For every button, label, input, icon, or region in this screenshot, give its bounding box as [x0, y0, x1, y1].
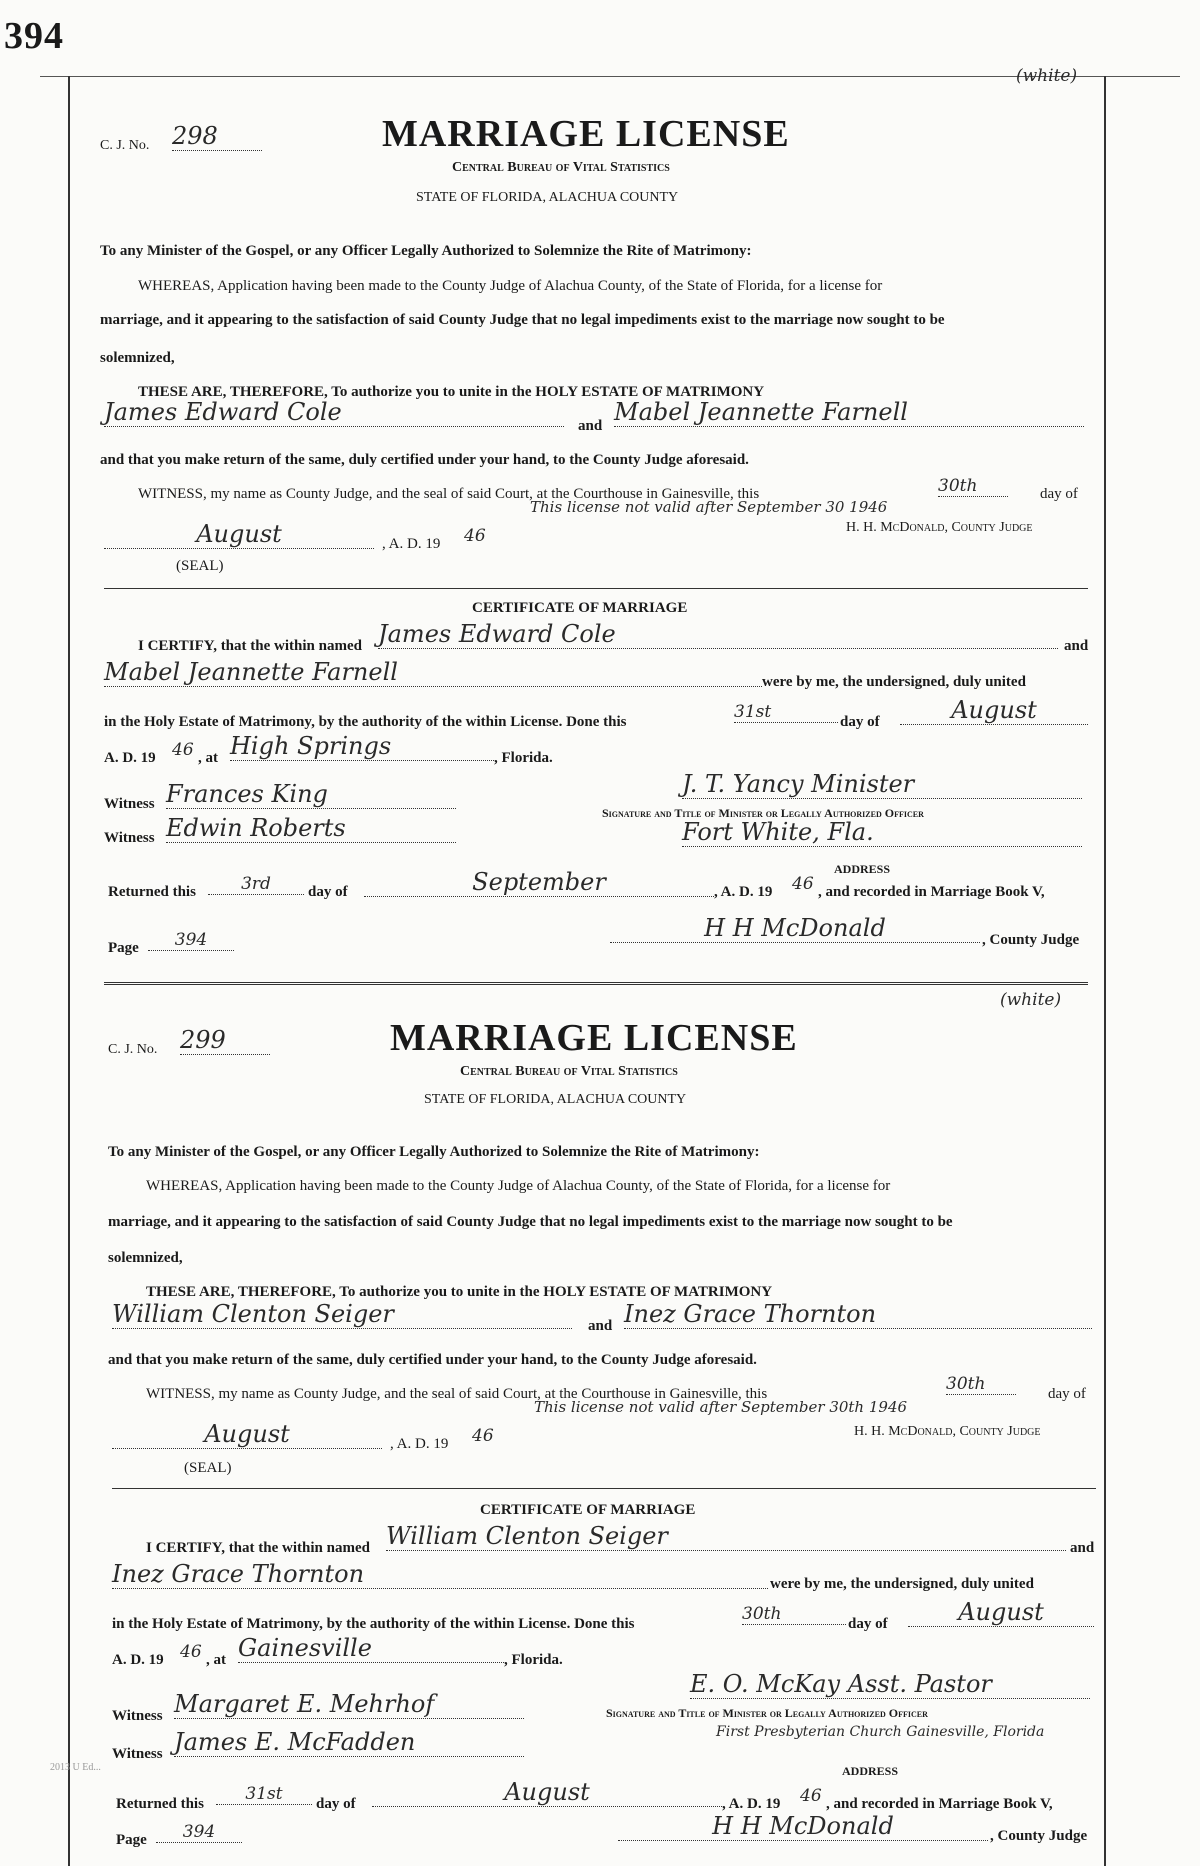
section-divider — [112, 1488, 1096, 1489]
cert-and: and — [1064, 638, 1089, 654]
returned-day: 3rd — [208, 874, 304, 895]
recorded-ad: , A. D. 19 — [722, 1796, 781, 1812]
validity-note: This license not valid after September 30th 1946 — [534, 1398, 908, 1416]
section-divider — [104, 588, 1088, 589]
cj-label: C. J. No. — [108, 1042, 158, 1057]
ceremony-place: High Springs — [230, 732, 494, 761]
whereas-line-2: marriage, and it appearing to the satisfaction of said County Judge that no legal impediments exist to the marriage now sought to be — [108, 1214, 953, 1230]
groom-name: William Clenton Seiger — [112, 1300, 572, 1329]
cert-title: CERTIFICATE OF MARRIAGE — [472, 600, 688, 616]
united-text: were by me, the undersigned, duly united — [762, 674, 1026, 690]
ad-label: , A. D. 19 — [390, 1436, 449, 1452]
recorded-year: 46 — [792, 874, 814, 894]
witness-2-label: Witness — [104, 830, 155, 846]
return-line: and that you make return of the same, duly certified under your hand, to the County Judge aforesaid. — [108, 1352, 757, 1368]
ad2-year: 46 — [172, 740, 194, 760]
returned-label: Returned this — [108, 884, 196, 900]
witness-2-name: James E. McFadden — [174, 1728, 524, 1757]
cert-groom: James Edward Cole — [378, 620, 1058, 649]
county-judge-label: , County Judge — [982, 932, 1080, 948]
holy-estate-line: in the Holy Estate of Matrimony, by the authority of the within License. Done this — [112, 1616, 635, 1632]
returned-day-of: day of — [316, 1796, 356, 1812]
witness-day: 30th — [938, 476, 1008, 497]
validity-note: This license not valid after September 30 1946 — [530, 498, 888, 516]
ad2-year: 46 — [180, 1642, 202, 1662]
book-page: 394 — [156, 1822, 242, 1843]
return-line: and that you make return of the same, duly certified under your hand, to the County Judge aforesaid. — [100, 452, 749, 468]
cj-number: 299 — [180, 1026, 270, 1055]
salutation: To any Minister of the Gospel, or any Officer Legally Authorized to Solemnize the Rite of Matrimony: — [100, 243, 752, 259]
authorize-line: THESE ARE, THEREFORE, To authorize you to unite in the HOLY ESTATE OF MATRIMONY — [146, 1284, 773, 1300]
recorded-tail: , and recorded in Marriage Book V, — [826, 1796, 1053, 1812]
county-judge-signature: H. H. McDonald, County Judge — [854, 1424, 1041, 1439]
recorded-ad: , A. D. 19 — [714, 884, 773, 900]
done-day: 31st — [734, 702, 838, 723]
officiant-address: Fort White, Fla. — [682, 818, 1082, 847]
witness-2-label: Witness — [112, 1746, 163, 1762]
certificate-of-marriage-299 — [0, 1502, 1200, 1856]
returned-day-of: day of — [308, 884, 348, 900]
county-judge-signature: H. H. McDonald, County Judge — [846, 520, 1033, 535]
returned-month: August — [372, 1778, 722, 1807]
witness-month: August — [104, 520, 374, 549]
archive-watermark: 2013 U Ed... — [50, 1762, 101, 1773]
certify-label: I CERTIFY, that the within named — [138, 638, 362, 654]
recorded-year: 46 — [800, 1786, 822, 1806]
and-word: and — [588, 1318, 613, 1334]
officiant-address: First Presbyterian Church Gainesville, Florida — [716, 1724, 1045, 1740]
license-title: MARRIAGE LICENSE — [390, 1017, 798, 1059]
judge-hand-signature: H H McDonald — [610, 914, 980, 943]
page-label: Page — [116, 1832, 147, 1848]
seal-label: (SEAL) — [184, 1460, 232, 1476]
witness-line: WITNESS, my name as County Judge, and the seal of said Court, at the Courthouse in Gainesville, this — [146, 1386, 768, 1402]
whereas-line-3: solemnized, — [108, 1250, 183, 1266]
seal-label: (SEAL) — [176, 558, 224, 574]
marriage-license-299 — [0, 980, 1200, 1500]
at-label: , at — [206, 1652, 226, 1668]
united-text: were by me, the undersigned, duly united — [770, 1576, 1034, 1592]
county-judge-label: , County Judge — [990, 1828, 1088, 1844]
cert-groom: William Clenton Seiger — [386, 1522, 1066, 1551]
officer-caption: Signature and Title of Minister or Legally Authorized Officer — [606, 1706, 928, 1720]
ceremony-place: Gainesville — [238, 1634, 504, 1663]
bureau-name: Central Bureau of Vital Statistics — [452, 160, 670, 175]
returned-day: 31st — [216, 1784, 312, 1805]
and-word: and — [578, 418, 603, 434]
done-day-of: day of — [848, 1616, 888, 1632]
done-day: 30th — [742, 1604, 846, 1625]
done-day-of: day of — [840, 714, 880, 730]
salutation: To any Minister of the Gospel, or any Officer Legally Authorized to Solemnize the Rite of Matrimony: — [108, 1144, 760, 1160]
witness-1-name: Margaret E. Mehrhof — [174, 1690, 524, 1719]
address-caption: ADDRESS — [842, 1764, 899, 1778]
cj-label: C. J. No. — [100, 138, 150, 153]
recorded-tail: , and recorded in Marriage Book V, — [818, 884, 1045, 900]
cert-bride: Inez Grace Thornton — [112, 1560, 768, 1589]
officiant-signature: J. T. Yancy Minister — [682, 770, 1082, 799]
state-county: STATE OF FLORIDA, ALACHUA COUNTY — [424, 1092, 687, 1107]
judge-hand-signature: H H McDonald — [618, 1812, 988, 1841]
address-caption: ADDRESS — [834, 862, 891, 876]
witness-2-name: Edwin Roberts — [166, 814, 456, 843]
at-label: , at — [198, 750, 218, 766]
florida-label: , Florida. — [494, 750, 553, 766]
ad-year: 46 — [472, 1426, 494, 1446]
whereas-line-2: marriage, and it appearing to the satisfaction of said County Judge that no legal impediments exist to the marriage now sought to be — [100, 312, 945, 328]
authorize-line: THESE ARE, THEREFORE, To authorize you to unite in the HOLY ESTATE OF MATRIMONY — [138, 384, 765, 400]
race-note: (white) — [1016, 66, 1078, 86]
cert-title: CERTIFICATE OF MARRIAGE — [480, 1502, 696, 1518]
officiant-signature: E. O. McKay Asst. Pastor — [690, 1670, 1090, 1699]
bride-name: Mabel Jeannette Farnell — [614, 398, 1084, 427]
cert-bride: Mabel Jeannette Farnell — [104, 658, 762, 687]
cj-number: 298 — [172, 122, 262, 151]
done-month: August — [908, 1598, 1094, 1627]
whereas-line-1: WHEREAS, Application having been made to the County Judge of Alachua County, of the State of Florida, for a license for — [138, 278, 883, 294]
book-page: 394 — [148, 930, 234, 951]
witness-day: 30th — [946, 1374, 1016, 1395]
certify-label: I CERTIFY, that the within named — [146, 1540, 370, 1556]
ad-year: 46 — [464, 526, 486, 546]
witness-1-label: Witness — [104, 796, 155, 812]
page-number: 394 — [4, 15, 64, 57]
bureau-name: Central Bureau of Vital Statistics — [460, 1064, 678, 1079]
race-note: (white) — [1000, 990, 1062, 1010]
witness-month: August — [112, 1420, 382, 1449]
day-of-label: day of — [1048, 1386, 1086, 1402]
ad-label: , A. D. 19 — [382, 536, 441, 552]
returned-label: Returned this — [116, 1796, 204, 1812]
ad2-label: A. D. 19 — [104, 750, 156, 766]
officer-caption: Signature and Title of Minister or Legally Authorized Officer — [602, 806, 924, 820]
ad2-label: A. D. 19 — [112, 1652, 164, 1668]
marriage-license-298 — [0, 66, 1200, 600]
florida-label: , Florida. — [504, 1652, 563, 1668]
bride-name: Inez Grace Thornton — [624, 1300, 1092, 1329]
witness-1-label: Witness — [112, 1708, 163, 1724]
witness-1-name: Frances King — [166, 780, 456, 809]
state-county: STATE OF FLORIDA, ALACHUA COUNTY — [416, 190, 679, 205]
returned-month: September — [364, 868, 714, 897]
day-of-label: day of — [1040, 486, 1078, 502]
holy-estate-line: in the Holy Estate of Matrimony, by the authority of the within License. Done this — [104, 714, 627, 730]
witness-line: WITNESS, my name as County Judge, and the seal of said Court, at the Courthouse in Gainesville, this — [138, 486, 760, 502]
cert-and: and — [1070, 1540, 1095, 1556]
page-label: Page — [108, 940, 139, 956]
groom-name: James Edward Cole — [104, 398, 564, 427]
whereas-line-3: solemnized, — [100, 350, 175, 366]
whereas-line-1: WHEREAS, Application having been made to the County Judge of Alachua County, of the State of Florida, for a license for — [146, 1178, 891, 1194]
license-title: MARRIAGE LICENSE — [382, 113, 790, 155]
done-month: August — [900, 696, 1088, 725]
